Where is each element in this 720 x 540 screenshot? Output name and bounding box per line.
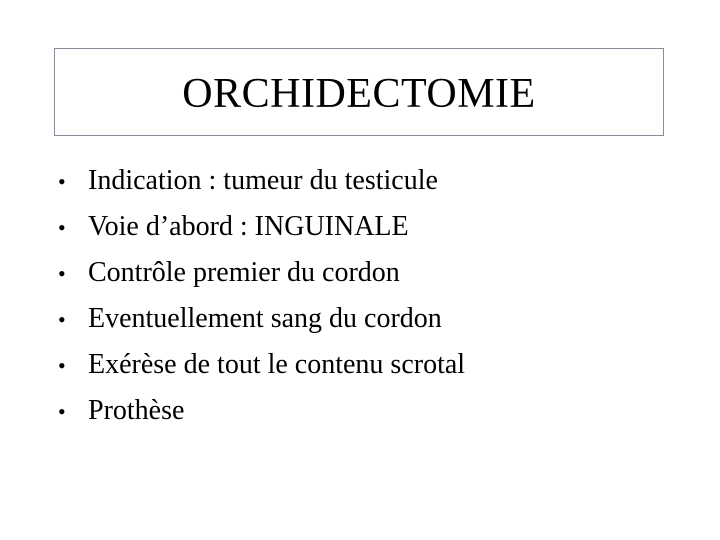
bullet-dot-icon: • xyxy=(58,215,66,240)
bullet-dot-icon: • xyxy=(58,399,66,424)
bullet-text: Indication : tumeur du testicule xyxy=(88,165,438,196)
bullet-item xyxy=(58,302,465,348)
bullet-item xyxy=(58,210,465,256)
bullet-list xyxy=(58,164,465,440)
bullet-text: Prothèse xyxy=(88,395,185,426)
bullet-dot-icon: • xyxy=(58,307,66,332)
bullet-text: Eventuellement sang du cordon xyxy=(88,303,442,334)
bullet-text: Voie d’abord : INGUINALE xyxy=(88,211,409,242)
title-box xyxy=(54,48,664,136)
slide-title: ORCHIDECTOMIE xyxy=(182,71,536,117)
bullet-text: Contrôle premier du cordon xyxy=(88,257,400,288)
bullet-dot-icon: • xyxy=(58,261,66,286)
bullet-text: Exérèse de tout le contenu scrotal xyxy=(88,349,466,380)
bullet-dot-icon: • xyxy=(58,353,66,378)
bullet-dot-icon: • xyxy=(58,169,66,194)
bullet-item xyxy=(58,348,465,394)
bullet-item xyxy=(58,394,465,440)
bullet-item xyxy=(58,164,465,210)
bullet-item xyxy=(58,256,465,302)
